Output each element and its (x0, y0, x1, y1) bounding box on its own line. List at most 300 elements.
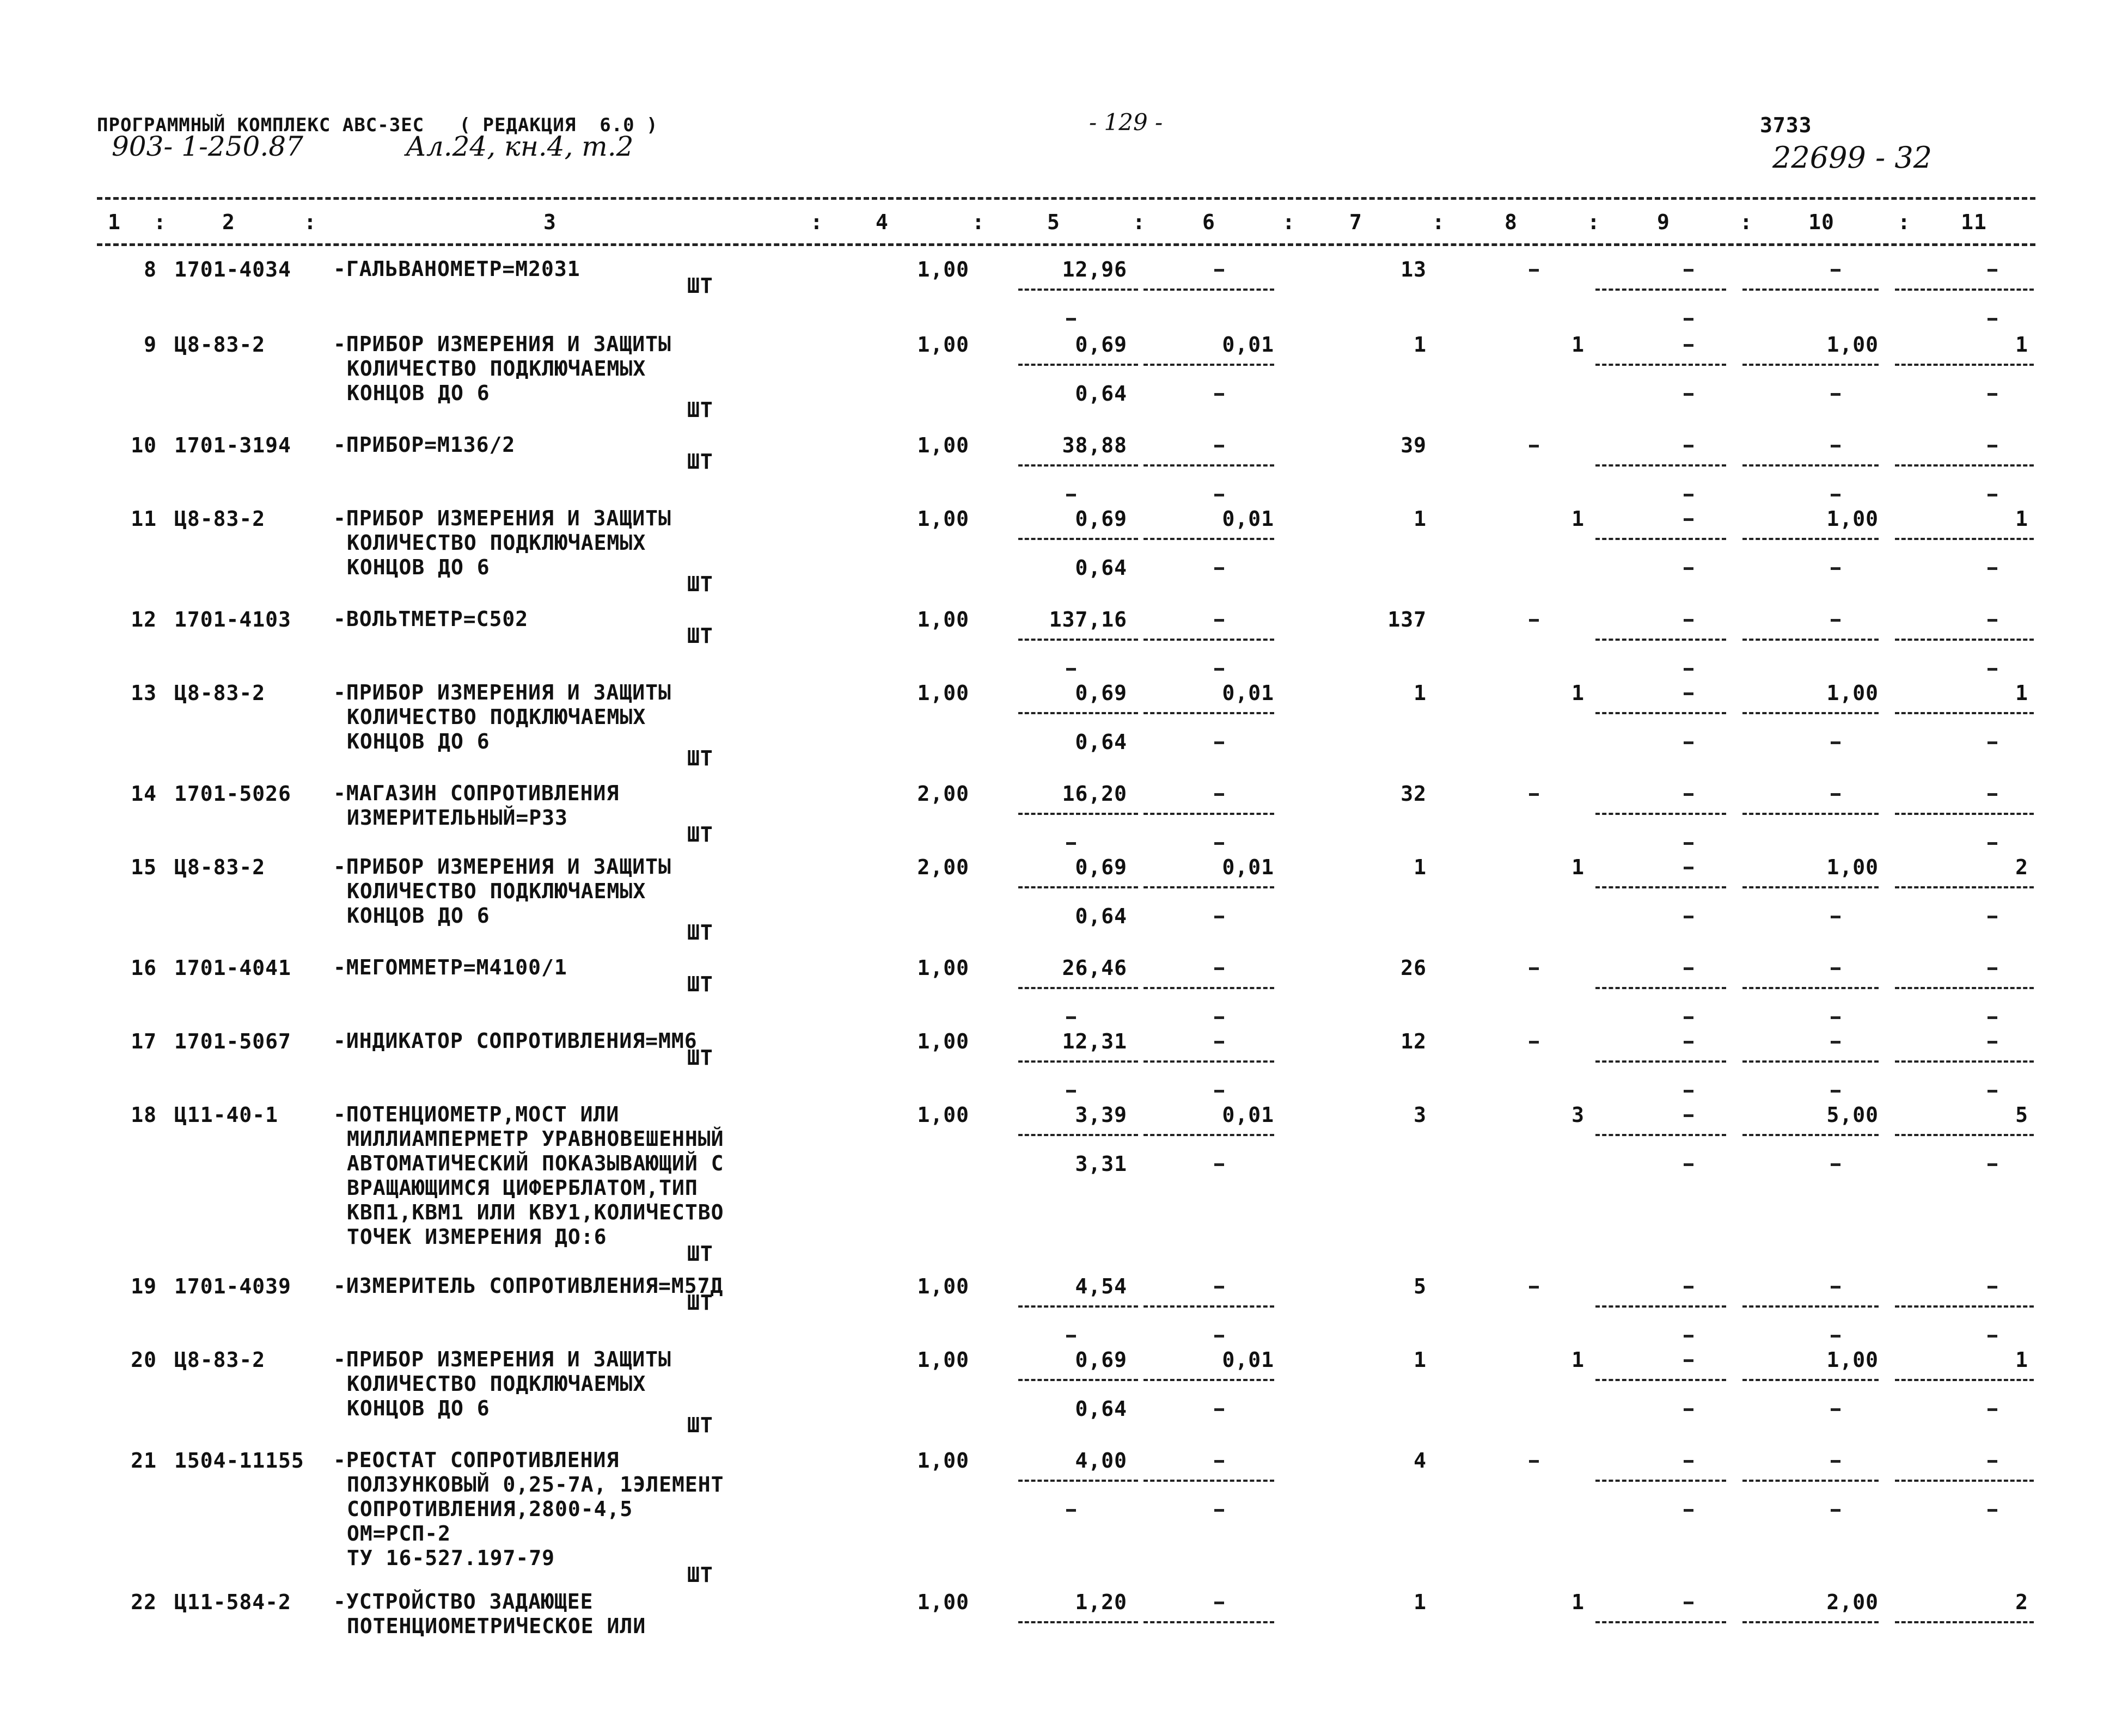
total-cost: 3 (1414, 1103, 1427, 1127)
dash-mark (1988, 1460, 1997, 1463)
unit-of-measure: ШТ (687, 450, 713, 474)
dash-mark (1831, 393, 1840, 396)
labor-divider (1595, 364, 1726, 366)
row-number: 14 (131, 782, 157, 806)
row-number: 18 (131, 1103, 157, 1127)
total-cost: 1 (1414, 333, 1427, 357)
total-machines: 1 (1571, 855, 1585, 879)
total-cost: 26 (1401, 956, 1427, 980)
unit-of-measure: ШТ (687, 823, 713, 846)
unit-cost-total: 0,69 (1075, 681, 1127, 705)
column-separator: : (1898, 210, 1911, 234)
dash-mark (1214, 567, 1224, 570)
item-description-line: КВП1,КВМ1 ИЛИ КВУ1,КОЛИЧЕСТВО (347, 1200, 724, 1224)
dash-mark (1988, 567, 1997, 570)
dash-mark (1831, 619, 1840, 622)
unit-cost-total: 0,69 (1075, 507, 1127, 531)
unit-cost-total: 4,54 (1075, 1274, 1127, 1298)
rate-code: 1701-4041 (174, 956, 291, 980)
item-description-line: -ПРИБОР ИЗМЕРЕНИЯ И ЗАЩИТЫ (333, 1347, 671, 1371)
unit-cost-total: 3,39 (1075, 1103, 1127, 1127)
column-separator: : (154, 210, 167, 234)
dash-mark (1214, 916, 1224, 918)
dash-mark (1529, 1286, 1539, 1289)
unit-cost-total: 4,00 (1075, 1449, 1127, 1473)
item-description-line: КОЛИЧЕСТВО ПОДКЛЮЧАЕМЫХ (347, 357, 646, 381)
dash-mark (1831, 1460, 1840, 1463)
column-header-8: 8 (1505, 210, 1518, 234)
rate-code: Ц8-83-2 (174, 333, 266, 357)
quantity: 1,00 (917, 433, 969, 457)
dash-mark (1214, 1335, 1224, 1338)
cost-divider (1143, 886, 1274, 888)
labor-divider (1742, 1621, 1879, 1623)
cost-divider (1018, 1480, 1138, 1482)
dash-mark (1214, 393, 1224, 396)
dash-mark (1529, 793, 1539, 796)
dash-mark (1684, 668, 1693, 671)
dash-mark (1066, 494, 1076, 496)
dash-mark (1831, 967, 1840, 970)
program-title: ПРОГРАММНЫЙ КОМПЛЕКС АВС-3ЕС ( РЕДАКЦИЯ 6.0 ) (97, 114, 658, 136)
dash-mark (1988, 916, 1997, 918)
dash-mark (1831, 1090, 1840, 1093)
document-number: 3733 (1760, 113, 1812, 137)
unit-cost-total: 137,16 (1049, 608, 1127, 631)
dash-mark (1214, 1286, 1224, 1289)
item-description-line: -ПРИБОР ИЗМЕРЕНИЯ И ЗАЩИТЫ (333, 332, 671, 356)
dash-mark (1831, 1335, 1840, 1338)
unit-cost-machines: 0,01 (1222, 681, 1274, 705)
dash-mark (1988, 842, 1997, 845)
total-machines: 3 (1571, 1103, 1585, 1127)
labor-total: 2 (2015, 855, 2028, 879)
dash-mark (1214, 1602, 1224, 1604)
item-description-line: КОНЦОВ ДО 6 (347, 1396, 490, 1420)
quantity: 1,00 (917, 1449, 969, 1473)
labor-divider (1895, 464, 2034, 467)
rate-code: Ц8-83-2 (174, 855, 266, 879)
unit-cost-total: 1,20 (1075, 1590, 1127, 1614)
cost-divider (1143, 289, 1274, 291)
labor-divider (1895, 1305, 2034, 1308)
item-description-line: -УСТРОЙСТВО ЗАДАЮЩЕЕ (333, 1590, 594, 1614)
labor-divider (1742, 987, 1879, 989)
dash-mark (1684, 1509, 1693, 1512)
unit-cost-total: 12,31 (1062, 1029, 1127, 1053)
labor-divider (1895, 639, 2034, 641)
row-number: 17 (131, 1029, 157, 1053)
rate-code: 1701-4039 (174, 1274, 291, 1298)
dash-mark (1684, 344, 1693, 347)
rate-code: 1504-11155 (174, 1449, 304, 1473)
dash-mark (1831, 1286, 1840, 1289)
total-machines: 1 (1571, 1348, 1585, 1372)
dash-mark (1988, 393, 1997, 396)
dash-mark (1988, 494, 1997, 496)
dash-mark (1831, 1509, 1840, 1512)
unit-cost-total: 0,69 (1075, 855, 1127, 879)
cost-divider (1143, 712, 1274, 714)
dash-mark (1684, 916, 1693, 918)
labor-divider (1895, 289, 2034, 291)
column-separator: : (1282, 210, 1295, 234)
column-separator: : (1133, 210, 1146, 234)
header-rule-bottom (97, 243, 2035, 246)
quantity: 1,00 (917, 1029, 969, 1053)
item-description-line: -ПРИБОР ИЗМЕРЕНИЯ И ЗАЩИТЫ (333, 680, 671, 704)
quantity: 2,00 (917, 782, 969, 806)
item-description-line: ТУ 16-527.197-79 (347, 1546, 555, 1570)
dash-mark (1988, 1408, 1997, 1411)
dash-mark (1214, 1090, 1224, 1093)
cost-divider (1143, 1134, 1274, 1136)
total-cost: 1 (1414, 507, 1427, 531)
row-number: 16 (131, 956, 157, 980)
item-description-line: -МАГАЗИН СОПРОТИВЛЕНИЯ (333, 781, 620, 805)
dash-mark (1214, 842, 1224, 845)
header-rule-top (97, 197, 2035, 200)
dash-mark (1684, 1114, 1693, 1117)
dash-mark (1831, 567, 1840, 570)
item-description-line: -ГАЛЬВАНОМЕТР=М2031 (333, 257, 580, 281)
dash-mark (1684, 692, 1693, 695)
item-description-line: АВТОМАТИЧЕСКИЙ ПОКАЗЫВАЮЩИЙ С (347, 1151, 724, 1175)
dash-mark (1831, 1163, 1840, 1166)
unit-of-measure: ШТ (687, 1046, 713, 1070)
labor-divider (1742, 538, 1879, 540)
labor-norm: 1,00 (1826, 1348, 1879, 1372)
labor-divider (1895, 886, 2034, 888)
cost-divider (1018, 886, 1138, 888)
item-description-line: КОЛИЧЕСТВО ПОДКЛЮЧАЕМЫХ (347, 879, 646, 903)
unit-cost-total: 16,20 (1062, 782, 1127, 806)
unit-cost-wages: 0,64 (1075, 1397, 1127, 1421)
cost-divider (1018, 1134, 1138, 1136)
column-separator: : (972, 210, 985, 234)
unit-cost-machines: 0,01 (1222, 855, 1274, 879)
labor-divider (1895, 1379, 2034, 1381)
unit-cost-total: 26,46 (1062, 956, 1127, 980)
unit-cost-machines: 0,01 (1222, 507, 1274, 531)
row-number: 20 (131, 1348, 157, 1372)
dash-mark (1214, 445, 1224, 447)
column-header-10: 10 (1808, 210, 1834, 234)
unit-of-measure: ШТ (687, 1291, 713, 1315)
item-description-line: КОЛИЧЕСТВО ПОДКЛЮЧАЕМЫХ (347, 705, 646, 729)
dash-mark (1066, 668, 1076, 671)
unit-of-measure: ШТ (687, 1242, 713, 1266)
dash-mark (1988, 318, 1997, 321)
dash-mark (1214, 793, 1224, 796)
labor-divider (1895, 1060, 2034, 1063)
labor-divider (1742, 813, 1879, 815)
cost-divider (1143, 464, 1274, 467)
dash-mark (1214, 269, 1224, 272)
item-description-line: КОНЦОВ ДО 6 (347, 555, 490, 579)
item-description-line: -ПРИБОР=М136/2 (333, 433, 516, 457)
unit-of-measure: ШТ (687, 398, 713, 422)
dash-mark (1684, 1359, 1693, 1362)
column-separator: : (1432, 210, 1445, 234)
total-cost: 1 (1414, 855, 1427, 879)
cost-divider (1018, 289, 1138, 291)
cost-divider (1018, 1305, 1138, 1308)
labor-total: 1 (2015, 681, 2028, 705)
labor-divider (1742, 1379, 1879, 1381)
labor-total: 2 (2015, 1590, 2028, 1614)
item-description-line: ИЗМЕРИТЕЛЬНЫЙ=Р33 (347, 806, 568, 830)
unit-of-measure: ШТ (687, 921, 713, 944)
item-description-line: КОЛИЧЕСТВО ПОДКЛЮЧАЕМЫХ (347, 531, 646, 555)
dash-mark (1684, 1016, 1693, 1019)
total-cost: 5 (1414, 1274, 1427, 1298)
dash-mark (1988, 741, 1997, 744)
quantity: 2,00 (917, 855, 969, 879)
handwritten-document-code: 22699 - 32 (1772, 140, 1933, 175)
cost-divider (1143, 364, 1274, 366)
dash-mark (1684, 445, 1693, 447)
labor-norm: 1,00 (1826, 681, 1879, 705)
unit-cost-total: 38,88 (1062, 433, 1127, 457)
row-number: 9 (144, 333, 157, 357)
labor-divider (1595, 289, 1726, 291)
rate-code: Ц8-83-2 (174, 507, 266, 531)
item-description-line: -ИЗМЕРИТЕЛЬ СОПРОТИВЛЕНИЯ=М57Д (333, 1274, 724, 1298)
item-description-line: ПОТЕНЦИОМЕТРИЧЕСКОЕ ИЛИ (347, 1614, 646, 1638)
total-cost: 1 (1414, 1590, 1427, 1614)
dash-mark (1214, 1016, 1224, 1019)
dash-mark (1684, 1163, 1693, 1166)
quantity: 1,00 (917, 1274, 969, 1298)
labor-divider (1595, 1134, 1726, 1136)
row-number: 12 (131, 608, 157, 631)
cost-divider (1018, 639, 1138, 641)
dash-mark (1831, 793, 1840, 796)
quantity: 1,00 (917, 507, 969, 531)
labor-divider (1742, 886, 1879, 888)
column-header-7: 7 (1349, 210, 1362, 234)
handwritten-album-ref: Ал.24, кн.4, т.2 (406, 131, 634, 162)
dash-mark (1066, 1016, 1076, 1019)
labor-divider (1595, 1480, 1726, 1482)
labor-divider (1595, 987, 1726, 989)
dash-mark (1214, 1460, 1224, 1463)
dash-mark (1066, 1090, 1076, 1093)
row-number: 13 (131, 681, 157, 705)
dash-mark (1214, 1509, 1224, 1512)
labor-divider (1595, 1060, 1726, 1063)
item-description-line: -РЕОСТАТ СОПРОТИВЛЕНИЯ (333, 1448, 620, 1472)
handwritten-project-ref: 903- 1-250.87 (112, 131, 303, 162)
dash-mark (1684, 269, 1693, 272)
dash-mark (1988, 619, 1997, 622)
dash-mark (1831, 916, 1840, 918)
dash-mark (1214, 1408, 1224, 1411)
item-description-line: СОПРОТИВЛЕНИЯ,2800-4,5 (347, 1497, 633, 1521)
rate-code: 1701-4103 (174, 608, 291, 631)
rate-code: 1701-3194 (174, 433, 291, 457)
labor-divider (1895, 987, 2034, 989)
labor-divider (1595, 538, 1726, 540)
row-number: 21 (131, 1449, 157, 1473)
dash-mark (1684, 793, 1693, 796)
labor-divider (1742, 1134, 1879, 1136)
dash-mark (1066, 1335, 1076, 1338)
cost-divider (1018, 1379, 1138, 1381)
unit-cost-total: 0,69 (1075, 1348, 1127, 1372)
item-description-line: -ПРИБОР ИЗМЕРЕНИЯ И ЗАЩИТЫ (333, 506, 671, 530)
labor-total: 1 (2015, 507, 2028, 531)
dash-mark (1988, 793, 1997, 796)
row-number: 10 (131, 433, 157, 457)
total-machines: 1 (1571, 1590, 1585, 1614)
labor-divider (1595, 712, 1726, 714)
cost-divider (1143, 813, 1274, 815)
dash-mark (1529, 619, 1539, 622)
dash-mark (1684, 318, 1693, 321)
item-description-line: -ПРИБОР ИЗМЕРЕНИЯ И ЗАЩИТЫ (333, 855, 671, 879)
labor-divider (1742, 464, 1879, 467)
item-description-line: КОЛИЧЕСТВО ПОДКЛЮЧАЕМЫХ (347, 1372, 646, 1396)
dash-mark (1214, 967, 1224, 970)
dash-mark (1988, 668, 1997, 671)
dash-mark (1066, 842, 1076, 845)
column-header-3: 3 (543, 210, 557, 234)
dash-mark (1214, 619, 1224, 622)
item-description-line: -МЕГОММЕТР=М4100/1 (333, 955, 567, 979)
total-cost: 1 (1414, 1348, 1427, 1372)
unit-of-measure: ШТ (687, 624, 713, 648)
dash-mark (1529, 967, 1539, 970)
column-separator: : (810, 210, 823, 234)
quantity: 1,00 (917, 1590, 969, 1614)
cost-divider (1143, 1621, 1274, 1623)
dash-mark (1684, 1460, 1693, 1463)
dash-mark (1066, 1509, 1076, 1512)
unit-cost-machines: 0,01 (1222, 333, 1274, 357)
row-number: 19 (131, 1274, 157, 1298)
unit-of-measure: ШТ (687, 746, 713, 770)
dash-mark (1684, 1408, 1693, 1411)
column-header-6: 6 (1202, 210, 1215, 234)
cost-divider (1143, 1060, 1274, 1063)
cost-divider (1143, 1305, 1274, 1308)
quantity: 1,00 (917, 608, 969, 631)
rate-code: Ц11-584-2 (174, 1590, 291, 1614)
item-description-line: КОНЦОВ ДО 6 (347, 381, 490, 405)
labor-divider (1895, 813, 2034, 815)
dash-mark (1988, 269, 1997, 272)
dash-mark (1988, 1335, 1997, 1338)
total-cost: 32 (1401, 782, 1427, 806)
unit-cost-wages: 3,31 (1075, 1152, 1127, 1176)
cost-divider (1143, 538, 1274, 540)
item-description-line: МИЛЛИАМПЕРМЕТР УРАВНОВЕШЕННЫЙ (347, 1127, 724, 1151)
rate-code: 1701-5067 (174, 1029, 291, 1053)
labor-divider (1895, 712, 2034, 714)
row-number: 8 (144, 257, 157, 281)
row-number: 15 (131, 855, 157, 879)
labor-divider (1895, 1621, 2034, 1623)
dash-mark (1831, 445, 1840, 447)
page-number: - 129 - (1089, 109, 1163, 136)
dash-mark (1988, 445, 1997, 447)
labor-divider (1742, 639, 1879, 641)
dash-mark (1988, 967, 1997, 970)
dash-mark (1684, 494, 1693, 496)
cost-divider (1018, 712, 1138, 714)
unit-of-measure: ШТ (687, 274, 713, 298)
quantity: 1,00 (917, 956, 969, 980)
labor-divider (1595, 1379, 1726, 1381)
dash-mark (1831, 269, 1840, 272)
cost-divider (1143, 1379, 1274, 1381)
item-description-line: -ИНДИКАТОР СОПРОТИВЛЕНИЯ=ММ6 (333, 1029, 698, 1053)
dash-mark (1684, 619, 1693, 622)
item-description-line: -ПОТЕНЦИОМЕТР,МОСТ ИЛИ (333, 1102, 620, 1126)
unit-cost-machines: 0,01 (1222, 1348, 1274, 1372)
labor-divider (1895, 1134, 2034, 1136)
column-separator: : (1740, 210, 1753, 234)
labor-divider (1742, 1060, 1879, 1063)
labor-total: 1 (2015, 1348, 2028, 1372)
dash-mark (1831, 494, 1840, 496)
item-description-line: -ВОЛЬТМЕТР=С502 (333, 607, 529, 631)
column-header-5: 5 (1047, 210, 1060, 234)
cost-divider (1018, 1621, 1138, 1623)
dash-mark (1831, 741, 1840, 744)
labor-divider (1742, 1480, 1879, 1482)
row-number: 22 (131, 1590, 157, 1614)
dash-mark (1684, 1090, 1693, 1093)
labor-divider (1895, 364, 2034, 366)
dash-mark (1988, 1286, 1997, 1289)
dash-mark (1066, 318, 1076, 321)
unit-of-measure: ШТ (687, 572, 713, 596)
unit-cost-total: 0,69 (1075, 333, 1127, 357)
dash-mark (1529, 1460, 1539, 1463)
total-cost: 137 (1387, 608, 1427, 631)
labor-divider (1595, 639, 1726, 641)
column-header-9: 9 (1657, 210, 1670, 234)
unit-of-measure: ШТ (687, 1413, 713, 1437)
dash-mark (1684, 567, 1693, 570)
quantity: 1,00 (917, 1348, 969, 1372)
rate-code: 1701-4034 (174, 257, 291, 281)
dash-mark (1684, 1286, 1693, 1289)
labor-norm: 2,00 (1826, 1590, 1879, 1614)
dash-mark (1214, 494, 1224, 496)
quantity: 1,00 (917, 681, 969, 705)
dash-mark (1529, 1041, 1539, 1044)
dash-mark (1684, 518, 1693, 521)
unit-cost-wages: 0,64 (1075, 904, 1127, 928)
dash-mark (1684, 741, 1693, 744)
dash-mark (1831, 1408, 1840, 1411)
labor-divider (1895, 1480, 2034, 1482)
row-number: 11 (131, 507, 157, 531)
unit-cost-wages: 0,64 (1075, 556, 1127, 580)
dash-mark (1684, 1335, 1693, 1338)
cost-divider (1018, 538, 1138, 540)
column-separator: : (304, 210, 317, 234)
unit-cost-wages: 0,64 (1075, 730, 1127, 754)
dash-mark (1684, 842, 1693, 845)
cost-divider (1018, 364, 1138, 366)
rate-code: Ц11-40-1 (174, 1103, 279, 1127)
unit-cost-machines: 0,01 (1222, 1103, 1274, 1127)
